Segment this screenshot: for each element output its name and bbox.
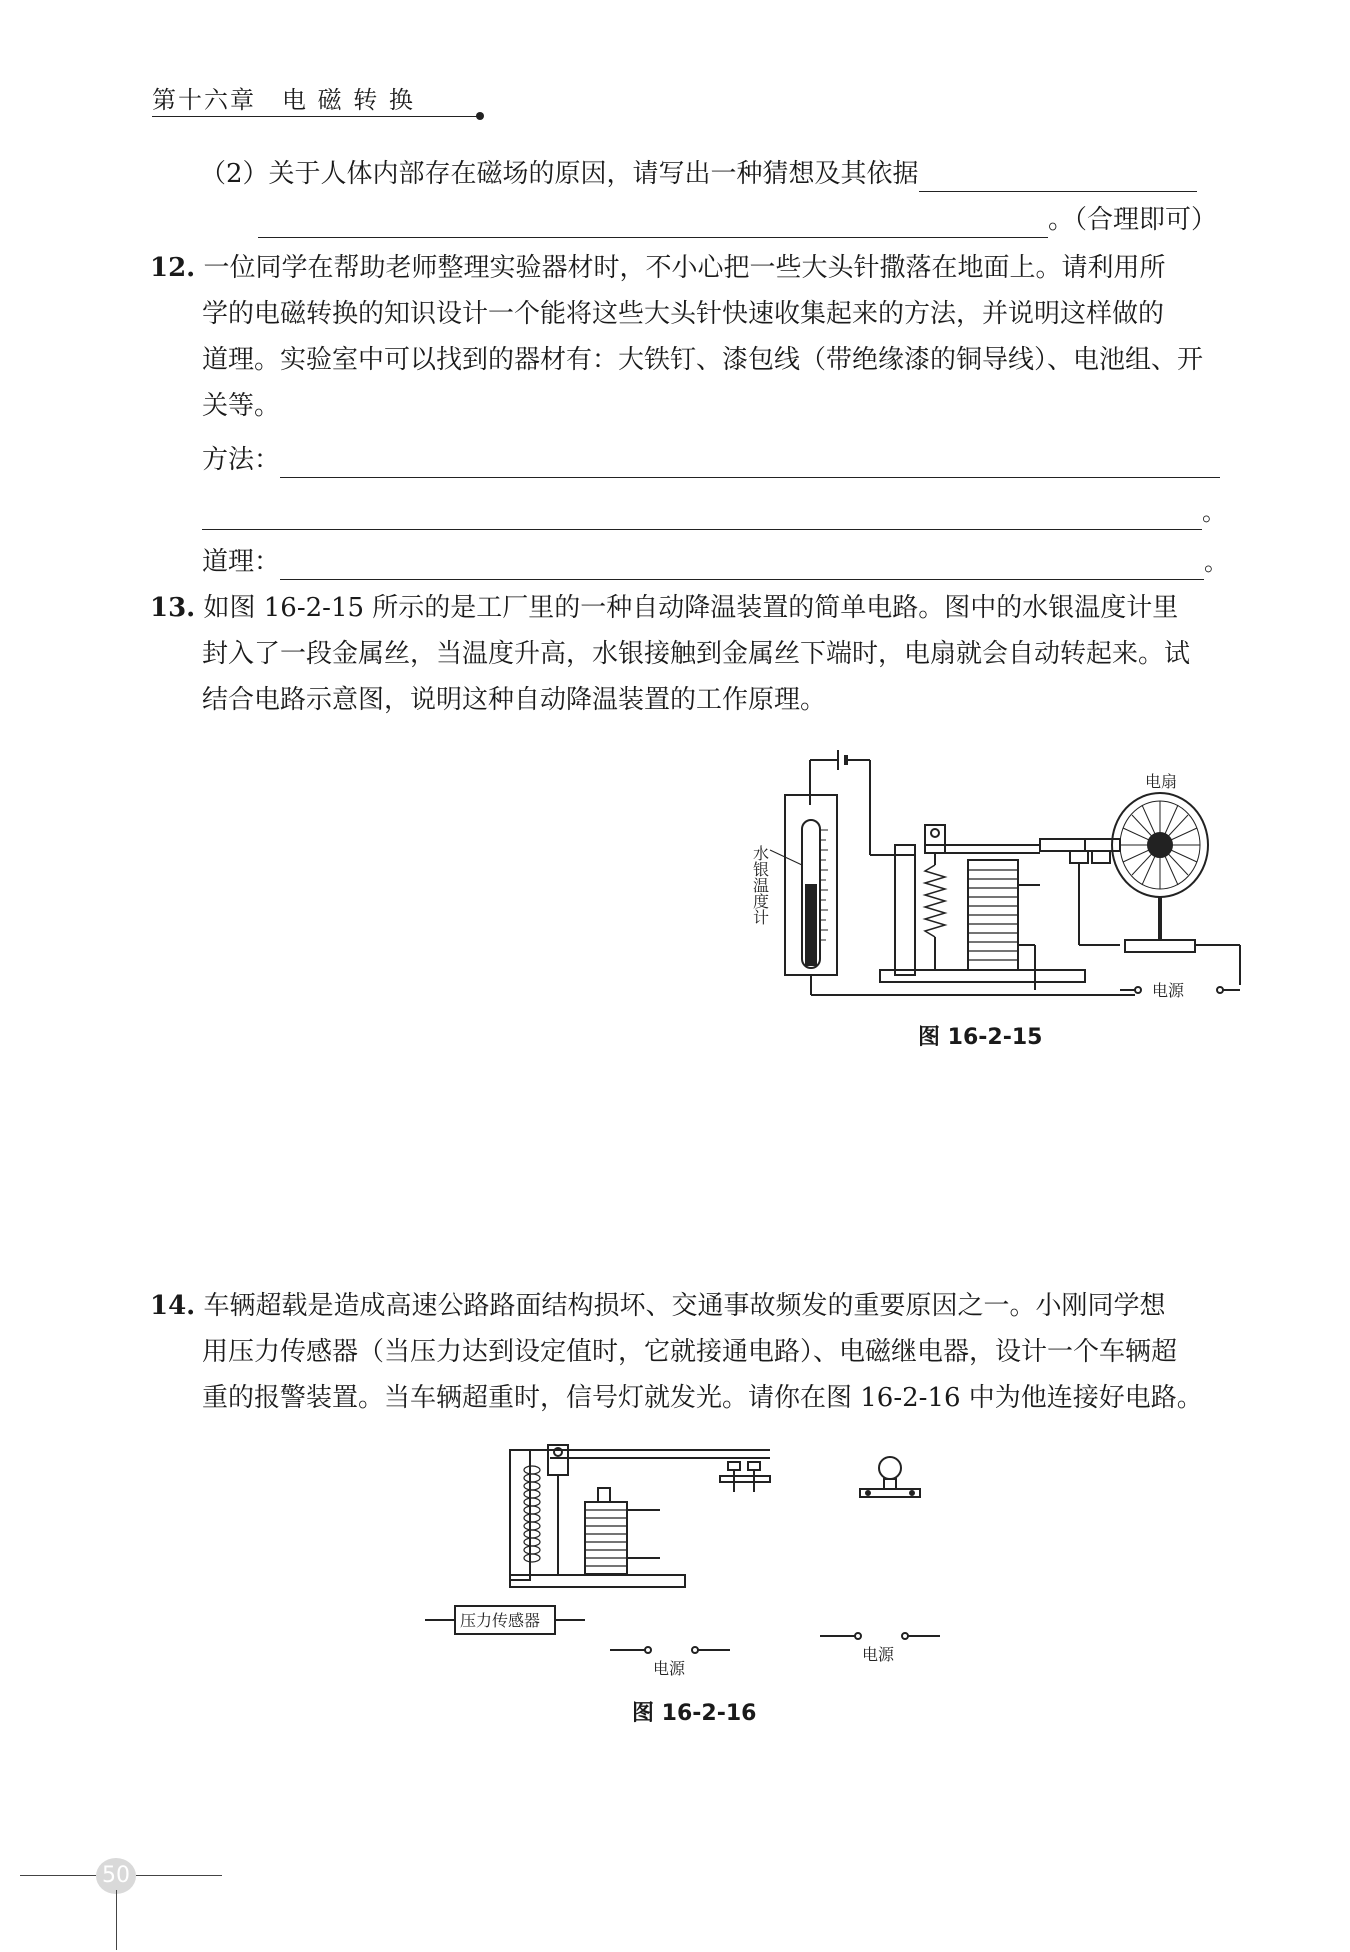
q12-method-label: 方法： — [202, 445, 281, 475]
q14-line-1 — [150, 1288, 1166, 1324]
contact-block-1 — [1070, 851, 1088, 863]
pressure-sensor-label: 压力传感器 — [460, 1611, 541, 1630]
header-rule-dot — [476, 112, 484, 120]
power-label-1: 电源 — [653, 1659, 686, 1678]
power-label-16-2-15: 电源 — [1152, 981, 1185, 1000]
fan-hub — [1148, 833, 1172, 857]
q12-reason-blank[interactable] — [280, 551, 1204, 580]
q12-line-2: 学的电磁转换的知识设计一个能将这些大头针快速收集起来的方法，并说明这样做的 — [202, 299, 1165, 329]
q12-method-row-2 — [202, 494, 1226, 530]
contact-1 — [728, 1462, 740, 1470]
q11-part2-tail: 。（合理即可） — [1048, 205, 1218, 235]
power1-terminal-right — [692, 1647, 698, 1653]
signal-lamp-bulb — [879, 1457, 901, 1479]
q13-line-3: 结合电路示意图，说明这种自动降温装置的工作原理。 — [202, 685, 827, 715]
q12-line-4: 关等。 — [202, 391, 281, 421]
q12-number: 12. — [150, 253, 196, 283]
contact-fixed — [1085, 839, 1120, 851]
q11-part2 — [200, 156, 1197, 192]
q13-number: 13. — [150, 593, 196, 623]
q14-line-2: 用压力传感器（当压力达到设定值时，它就接通电路）、电磁继电器，设计一个车辆超 — [202, 1337, 1178, 1367]
signal-lamp-socket — [884, 1479, 896, 1489]
footer-rule-right — [136, 1875, 222, 1876]
fan-label: 电扇 — [1145, 772, 1178, 791]
footer-rule-vertical — [116, 1890, 117, 1950]
relay-pivot-pin — [931, 829, 939, 837]
footer-rule-left — [20, 1875, 96, 1876]
figure-16-2-16-caption: 图 16-2-16 — [632, 1701, 757, 1726]
q11-answer-blank-1[interactable] — [919, 163, 1197, 192]
lamp-terminal-1 — [866, 1491, 870, 1495]
relay-spring — [925, 865, 945, 937]
q12-method-end: 。 — [1202, 498, 1226, 526]
q14-text-1: 车辆超载是造成高速公路路面结构损坏、交通事故频发的重要原因之一。小刚同学想 — [203, 1291, 1166, 1321]
thermometer-label: 水银温度计 — [750, 845, 770, 925]
q11-part2-line2 — [258, 202, 1217, 238]
q12-text-1: 一位同学在帮助老师整理实验器材时，不小心把一些大头针撒落在地面上。请利用所 — [203, 253, 1166, 283]
contact-arm — [1040, 839, 1085, 851]
figure-16-2-15 — [740, 745, 1260, 1015]
q13-line-1 — [150, 590, 1178, 626]
fan-base — [1125, 940, 1195, 952]
power-label-2: 电源 — [862, 1645, 895, 1664]
q12-method-row — [202, 442, 1220, 478]
page-number: 50 — [96, 1858, 136, 1894]
contact-block-2 — [1092, 851, 1110, 863]
power1-terminal-left — [645, 1647, 651, 1653]
q11-answer-blank-2[interactable] — [258, 209, 1048, 238]
coil-windings — [968, 870, 1018, 960]
q13-text-1: 如图 16-2-15 所示的是工厂里的一种自动降温装置的简单电路。图中的水银温度计里 — [203, 593, 1179, 623]
q12-line-3: 道理。实验室中可以找到的器材有：大铁钉、漆包线（带绝缘漆的铜导线）、电池组、开 — [202, 345, 1204, 375]
power2-terminal-left — [855, 1633, 861, 1639]
q12-method-blank-1[interactable] — [280, 449, 1220, 478]
q11-part2-text: （2）关于人体内部存在磁场的原因，请写出一种猜想及其依据 — [200, 159, 919, 189]
q12-reason-row — [202, 544, 1228, 580]
q12-reason-label: 道理： — [202, 547, 281, 577]
contact-plate — [720, 1476, 770, 1482]
power2-terminal-right — [902, 1633, 908, 1639]
relay-spring-16-2-16 — [524, 1466, 540, 1562]
thermometer-scale — [820, 830, 828, 940]
relay-frame-left — [895, 845, 915, 975]
relay-coil-16-2-16 — [585, 1502, 627, 1574]
power-terminal-left — [1135, 987, 1141, 993]
coil-cap — [598, 1488, 610, 1502]
contact-2 — [748, 1462, 760, 1470]
coil-windings-16-2-16 — [585, 1510, 627, 1566]
q14-line-3: 重的报警装置。当车辆超重时，信号灯就发光。请你在图 16-2-16 中为他连接好电路。 — [202, 1383, 1203, 1413]
lamp-terminal-2 — [910, 1491, 914, 1495]
q12-method-blank-2[interactable] — [202, 501, 1202, 530]
q12-line-1 — [150, 250, 1166, 286]
q13-line-2: 封入了一段金属丝，当温度升高，水银接触到金属丝下端时，电扇就会自动转起来。试 — [202, 639, 1191, 669]
chapter-title: 第十六章 电 磁 转 换 — [152, 86, 415, 114]
q14-number: 14. — [150, 1291, 196, 1321]
power-terminal-right — [1217, 987, 1223, 993]
figure-16-2-16[interactable] — [420, 1440, 960, 1690]
mercury-column — [806, 885, 816, 965]
relay-base-16-2-16 — [510, 1575, 685, 1587]
figure-16-2-15-caption: 图 16-2-15 — [918, 1025, 1043, 1050]
q12-reason-end: 。 — [1204, 548, 1229, 576]
header-rule — [152, 116, 482, 117]
